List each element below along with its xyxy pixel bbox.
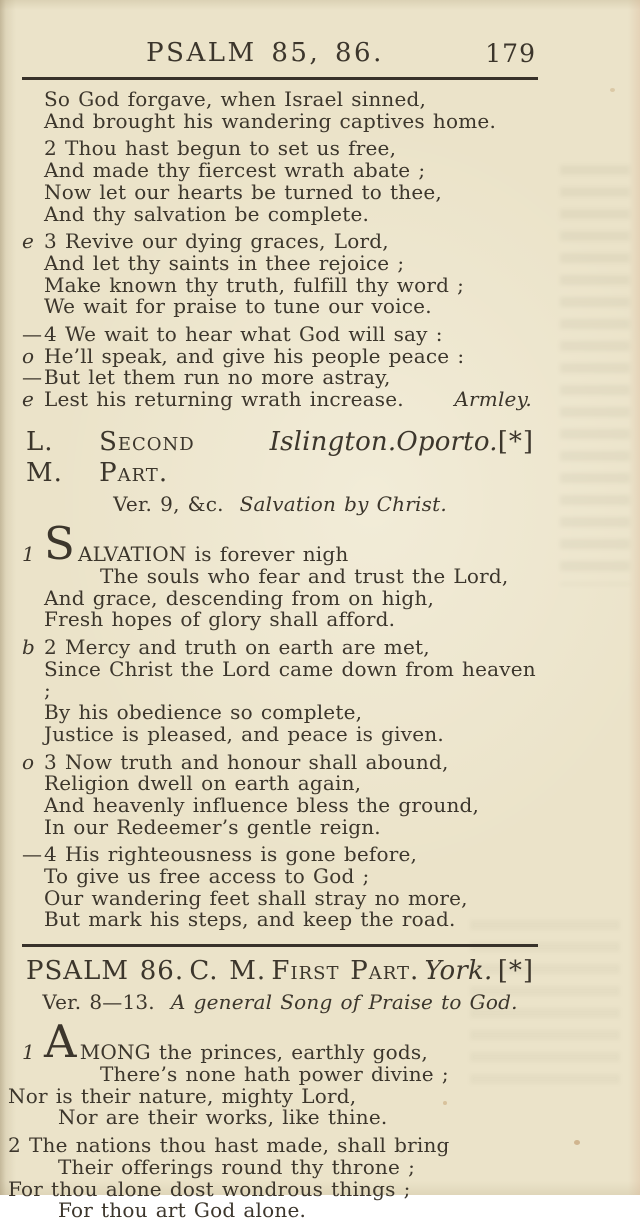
hymn-line [22, 250, 538, 275]
heading-part: Second Part. [99, 426, 195, 489]
line-text: 2 Thou hast begun to set us free, [44, 136, 397, 161]
line-text: Nor are their works, like thine. [58, 1105, 388, 1130]
stanza [22, 517, 538, 632]
heading-part: Salvation by Christ. [239, 492, 447, 517]
hymn-line [22, 1064, 538, 1086]
hymn-heading [22, 427, 538, 489]
line-text: There’s none hath power divine ; [100, 1062, 449, 1087]
heading-part: York. [424, 956, 493, 987]
line-text: For thou alone dost wondrous things ; [8, 1176, 411, 1201]
line-text: Our wandering feet shall stray no more, [44, 885, 468, 910]
verse-marker: 1 [22, 542, 35, 567]
hymn-line [22, 773, 538, 795]
heading-part: Oporto. [396, 426, 498, 457]
heading-part: L. M. [26, 426, 63, 489]
line-text: 3 Now truth and honour shall abound, [44, 749, 449, 774]
hymn-line [22, 179, 538, 204]
hymn-line [8, 1133, 538, 1158]
foxing-spot [610, 88, 615, 92]
hymn-line [22, 563, 538, 588]
line-text: MONG the princes, earthly gods, [79, 1040, 428, 1065]
line-text: 2 The nations thou hast made, shall bring [8, 1133, 450, 1158]
hymn-islington-section [22, 426, 544, 932]
line-text: We wait for praise to tune our voice. [44, 294, 432, 319]
section-rule [22, 944, 538, 947]
line-text: And heavenly influence bless the ground, [44, 792, 480, 817]
line-text: He’ll speak, and give his people peace : [44, 343, 465, 368]
hymn-islington-stanzas [22, 517, 544, 932]
line-text: Since Christ the Lord came down from heaven ; [44, 656, 544, 703]
stanza [8, 1133, 538, 1223]
verse-marker: e [22, 387, 35, 412]
stanza [22, 324, 538, 411]
running-head-title: PSALM 85, 86. [146, 38, 384, 68]
hymn-line [22, 89, 538, 111]
hymn-line [22, 885, 538, 910]
line-text: Justice is pleased, and peace is given. [44, 721, 444, 746]
line-text: And thy salvation be complete. [44, 201, 370, 226]
hymn-line [22, 1154, 538, 1179]
psalm-subheading [22, 990, 538, 1014]
hymn-line [22, 792, 538, 817]
hymn-line [22, 343, 538, 368]
psalm-heading-block [22, 956, 538, 1014]
verse-marker: — [22, 365, 42, 390]
verse-marker: o [22, 343, 35, 368]
stanza [22, 89, 538, 132]
line-text: 2 Mercy and truth on earth are met, [44, 635, 430, 660]
heading-part: C. M. [189, 956, 267, 987]
drop-cap: A [44, 1015, 77, 1069]
line-text: And made thy fiercest wrath abate ; [44, 158, 426, 183]
hymn-line [22, 272, 538, 297]
heading-part: Ver. 9, &c. [113, 492, 224, 517]
hymn-line [22, 844, 538, 866]
hymn-line [22, 749, 538, 774]
verse-marker: b [22, 635, 36, 660]
line-text: 4 His righteousness is gone before, [44, 842, 418, 867]
line-text: So God forgave, when Israel sinned, [44, 87, 427, 111]
line-text: But let them run no more astray, [44, 365, 391, 390]
heading-part: [*] [497, 956, 534, 987]
line-text: ALVATION is forever nigh [78, 542, 349, 567]
line-text: 4 We wait to hear what God will say : [44, 322, 443, 347]
line-text: Now let our hearts be turned to thee, [44, 179, 442, 204]
stanza [22, 635, 544, 746]
verse-marker: — [22, 322, 42, 347]
line-text: In our Redeemer’s gentle reign. [44, 814, 381, 839]
showthrough-smudge [560, 165, 630, 585]
heading-part: Ver. 8—13. [42, 990, 155, 1015]
psalm-86-section [8, 956, 538, 1223]
line-text: 3 Revive our dying graces, Lord, [44, 229, 389, 254]
psalm-heading [22, 956, 538, 987]
stanza [22, 749, 538, 839]
hymn-line [22, 160, 538, 182]
hymn-line [22, 1015, 538, 1069]
line-text: For thou art God alone. [58, 1198, 307, 1223]
hymn-line [22, 367, 538, 389]
hymn-line [22, 517, 538, 571]
hymn-line [22, 909, 538, 931]
verse-marker: e [22, 229, 35, 254]
line-text: To give us free access to God ; [44, 864, 370, 889]
line-text: Fresh hopes of glory shall afford. [44, 607, 396, 632]
hymn-line [22, 585, 538, 610]
hymn-armley-section [22, 89, 538, 411]
hymn-line [22, 814, 538, 839]
line-text: And grace, descending from on high, [44, 585, 435, 610]
hymn-line [22, 389, 538, 411]
line-text: And let thy saints in thee rejoice ; [44, 250, 405, 275]
hymn-subheading [22, 492, 538, 516]
line-text: And brought his wandering captives home. [44, 108, 497, 133]
stanza [22, 231, 538, 318]
hymn-line [22, 201, 538, 226]
hymn-line [22, 702, 538, 724]
hymn-line [22, 721, 538, 746]
tune-attribution: Armley. [454, 387, 532, 412]
heading-part: A general Song of Praise to God. [170, 990, 518, 1015]
hymn-heading-block [22, 427, 538, 516]
line-text: The souls who fear and trust the Lord, [100, 563, 509, 588]
line-text: By his obedience so complete, [44, 700, 363, 725]
page-content [8, 38, 544, 1228]
hymn-line [22, 1107, 538, 1129]
verse-marker: 1 [22, 1040, 35, 1065]
hymn-armley-stanzas [22, 89, 538, 411]
verse-marker: o [22, 749, 35, 774]
page-header [22, 38, 538, 74]
foxing-spot [574, 1140, 580, 1145]
line-text: But mark his steps, and keep the road. [44, 907, 456, 932]
heading-part: PSALM 86. [26, 956, 185, 987]
heading-part: First Part. [271, 956, 420, 987]
hymn-line [22, 108, 538, 133]
header-rule [22, 77, 538, 80]
hymn-line [22, 296, 538, 318]
hymn-line [22, 324, 538, 346]
hymn-line [8, 1176, 538, 1201]
hymn-line [22, 656, 544, 703]
stanza [22, 844, 538, 931]
hymn-line [22, 231, 538, 253]
hymn-line [22, 138, 538, 160]
hymn-line [22, 609, 538, 631]
heading-part: Islington. [269, 426, 397, 457]
verse-marker: — [22, 842, 42, 867]
hymn-line [8, 1083, 538, 1108]
line-text: Their offerings round thy throne ; [58, 1154, 416, 1179]
hymn-line [22, 866, 538, 888]
drop-cap: S [44, 517, 76, 571]
hymn-line [22, 1200, 538, 1222]
hymn-line [22, 637, 538, 659]
line-text: Religion dwell on earth again, [44, 771, 362, 796]
stanza [22, 138, 538, 225]
line-text: Nor is their nature, mighty Lord, [8, 1083, 357, 1108]
line-text: Make known thy truth, fulfill thy word ; [44, 272, 465, 297]
heading-part: [*] [497, 426, 534, 457]
stanza [8, 1015, 538, 1130]
page-number: 179 [485, 39, 536, 68]
psalm-86-stanzas [8, 1015, 538, 1223]
line-text: Lest his returning wrath increase. [44, 387, 404, 412]
